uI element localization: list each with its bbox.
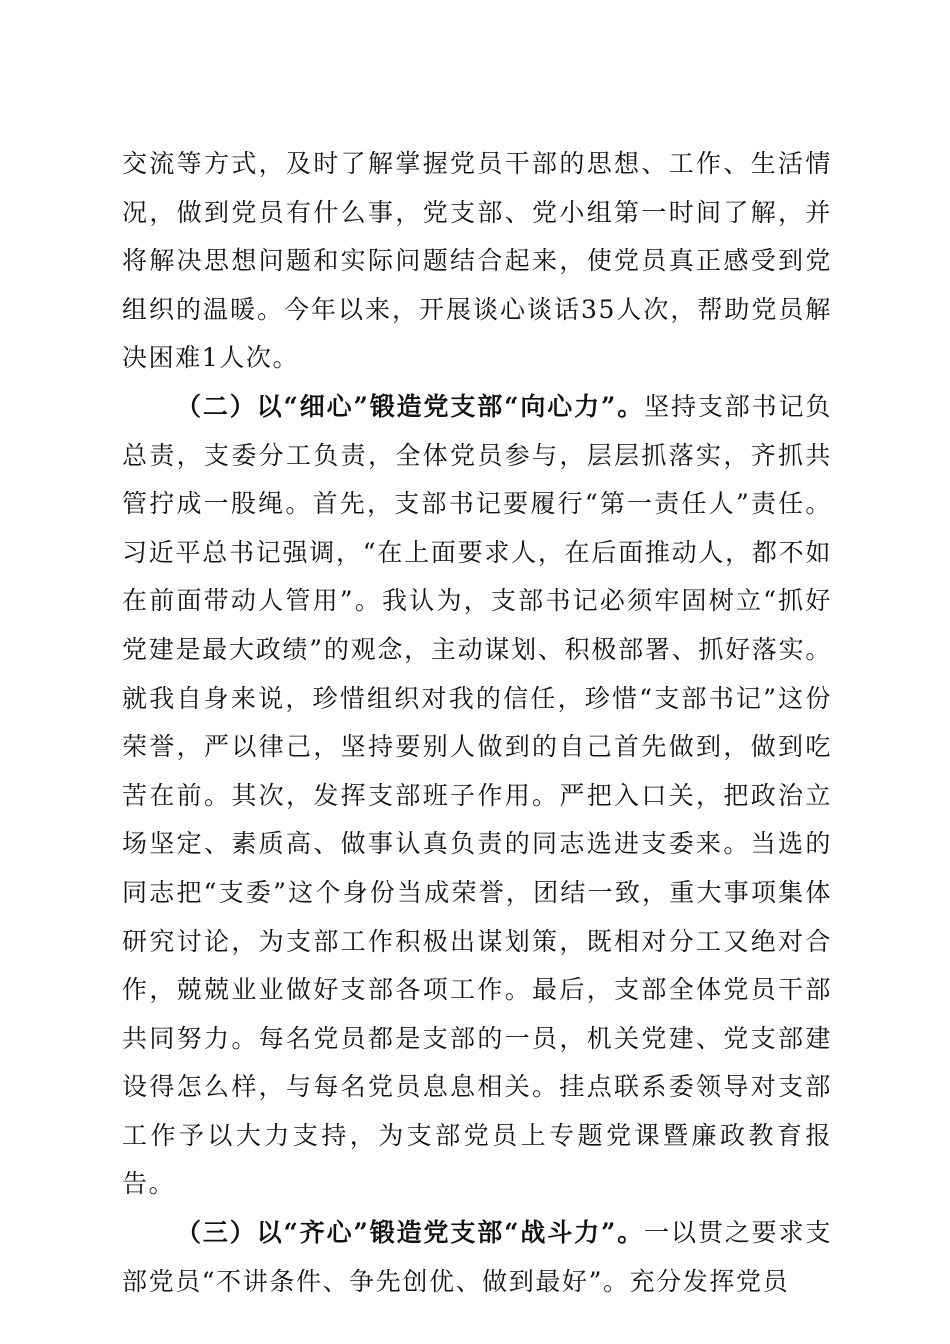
paragraph-continuation [122,140,832,383]
paragraph-section-3 [122,1209,832,1306]
paragraph-text: 坚持支部书记负总责，支委分工负责，全体党员参与，层层抓落实，齐抓共管拧成一股绳。首先，支部书记要履行“第一责任人”责任。习近平总书记强调，“在上面要求人，在后面推动人，都不如在前面带动人管用”。我认为，支部书记必须牢固树立“抓好党建是最大政绩”的观念，主动谋划、积极部署、抓好落实。就我自身来说，珍惜组织对我的信任，珍惜“支部书记”这份荣誉，严以律己，坚持要别人做到的自己首先做到，做到吃苦在前。其次，发挥支部班子作用。严把入口关，把政治立场坚定、素质高、做事认真负责的同志选进支委来。当选的同志把“支委”这个身份当成荣誉，团结一致，重大事项集体研究讨论，为支部工作积极出谋划策，既相对分工又绝对合作，兢兢业业做好支部各项工作。最后，支部全体党员干部共同努力。每名党员都是支部的一员，机关党建、党支部建设得怎么样，与每名党员息息相关。挂点联系委领导对支部工作予以大力支持，为支部党员上专题党课暨廉政教育报告。 [122,391,833,1199]
paragraph-text: 交流等方式，及时了解掌握党员干部的思想、工作、生活情况，做到党员有什么事，党支部、党小组第一时间了解，并将解决思想问题和实际问题结合起来，使党员真正感受到党组织的温暖。今年以来，开展谈心谈话35人次，帮助党员解决困难1人次。 [122,149,832,373]
paragraph-section-2 [122,383,832,1209]
section-heading: （三）以“齐心”锻造党支部“战斗力”。 [176,1218,645,1248]
paragraph-text: 一以贯之要求支部党员“不讲条件、争先创优、做到最好”。充分发挥党员 [122,1218,833,1296]
section-heading: （二）以“细心”锻造党支部“向心力”。 [176,391,645,421]
document-body [122,140,832,1306]
